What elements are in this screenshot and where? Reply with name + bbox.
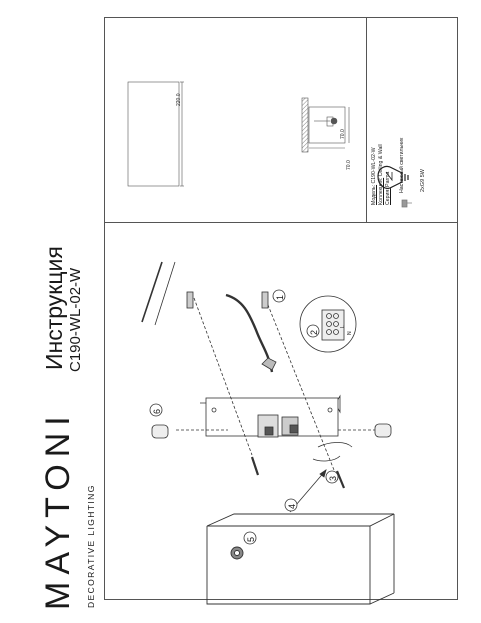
terminal-n: N	[347, 331, 353, 335]
step-2-label: 2	[309, 329, 319, 335]
terminal-l: L	[340, 325, 346, 328]
lamp-shade-drawing	[207, 514, 394, 604]
bulb-spec: 2xG9 5W	[420, 169, 426, 192]
dim-length: 220.0	[176, 93, 182, 106]
doc-title: Инструкция	[41, 246, 67, 370]
side-view-drawing	[302, 98, 349, 152]
assembly-drawing	[142, 262, 391, 512]
step-5-label: 5	[246, 536, 256, 542]
spec-series: Серия: Parma	[385, 171, 391, 205]
brand-tagline: DECORATIVE LIGHTING	[86, 484, 96, 608]
spec-type: Настенный светильник	[399, 137, 405, 193]
wall-lamp-icon	[402, 200, 412, 207]
bulb-icon	[378, 166, 408, 188]
step-6-label: 6	[152, 408, 162, 414]
dim-height: 70.0	[340, 129, 346, 139]
spec-model: Модель: C190-WL-02-W	[371, 147, 377, 205]
doc-model: C190-WL-02-W	[67, 267, 84, 372]
front-view-drawing	[128, 82, 184, 186]
brand-logo: MAYTONI	[39, 409, 77, 610]
step-3-label: 3	[328, 475, 338, 481]
step-1-label: 1	[275, 294, 285, 300]
dim-depth: 70.0	[346, 160, 352, 170]
spec-collection: Коллекция: Ceiling & Wall	[378, 144, 384, 205]
step-4-label: 4	[287, 503, 297, 509]
